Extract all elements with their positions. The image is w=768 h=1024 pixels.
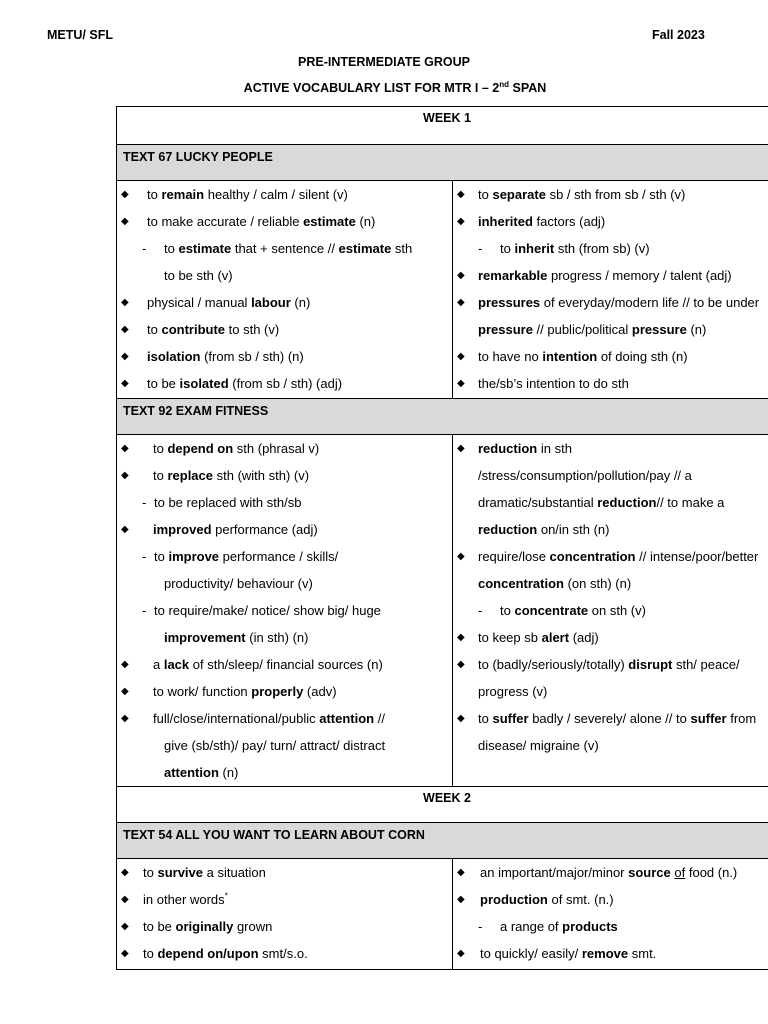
phrase-part: give (sb/sth)/ pay/ turn/ attract/ distract (164, 738, 386, 753)
phrase-part: sth (391, 241, 413, 256)
keyword: concentration (478, 576, 564, 591)
vocab-item (117, 759, 452, 786)
vocab-text (478, 435, 572, 462)
vocab-item (453, 435, 768, 462)
phrase-part: performance (adj) (211, 522, 318, 537)
vocab-text (164, 570, 313, 597)
vocab-text (478, 651, 740, 678)
phrase-part: a (153, 657, 164, 672)
text-title-row: TEXT 92 EXAM FITNESS (117, 399, 768, 435)
bullet-diamond-icon: ◆ (121, 713, 129, 724)
bullet-diamond-icon: ◆ (457, 867, 465, 878)
phrase-part: // (374, 711, 385, 726)
document-title (0, 81, 768, 95)
keyword: depend on (167, 441, 234, 456)
vocab-text (478, 262, 732, 289)
vocab-text (500, 235, 650, 262)
phrase-part: to keep sb (478, 630, 542, 645)
vocab-item (117, 543, 452, 570)
bullet-diamond-icon: ◆ (121, 470, 129, 481)
keyword: pressure (631, 322, 687, 337)
keyword: survive (157, 865, 204, 880)
bullet-diamond-icon: ◆ (457, 189, 465, 200)
bullet-diamond-icon: ◆ (457, 270, 465, 281)
keyword: inherit (514, 241, 555, 256)
vocab-text (478, 570, 631, 597)
phrase-part: to (164, 241, 179, 256)
vocab-item (453, 624, 768, 651)
phrase-part: in sth (537, 441, 572, 456)
phrase-part: require/lose (478, 549, 550, 564)
vocab-item (117, 181, 452, 208)
vocab-item (453, 516, 768, 543)
vocab-item (453, 543, 768, 570)
vocab-item (117, 370, 452, 397)
phrase-part: sth (from sb) (v) (554, 241, 650, 256)
week-row: WEEK 1 (117, 107, 768, 145)
vocab-text (478, 516, 610, 543)
bullet-diamond-icon: ◆ (121, 351, 129, 362)
keyword: improve (168, 549, 220, 564)
bullet-diamond-icon: ◆ (121, 324, 129, 335)
vocab-text (153, 435, 319, 462)
phrase-part: sth/ peace/ (672, 657, 740, 672)
phrase-part: to (153, 441, 168, 456)
phrase-part: from (726, 711, 757, 726)
phrase-part: to make accurate / reliable (147, 214, 304, 229)
vocab-item (453, 489, 768, 516)
phrase-part: of smt. (n.) (547, 892, 614, 907)
vocab-text (147, 181, 348, 208)
phrase-part: to (478, 187, 493, 202)
phrase-part: to (badly/seriously/totally) (478, 657, 629, 672)
vocab-text (478, 462, 692, 489)
bullet-diamond-icon: ◆ (121, 686, 129, 697)
keyword: isolation (147, 349, 201, 364)
vocab-item (117, 435, 452, 462)
phrase-part: // public/political (532, 322, 632, 337)
phrase-part: // to make a (656, 495, 725, 510)
vocab-item (117, 462, 452, 489)
bullet-diamond-icon: ◆ (121, 894, 129, 905)
keyword: remarkable (478, 268, 548, 283)
vocab-item (117, 705, 452, 732)
vocab-text (480, 940, 656, 967)
vocab-text (164, 759, 238, 786)
vocab-item (453, 859, 768, 886)
vocab-item (453, 289, 768, 316)
vocab-item (453, 343, 768, 370)
bullet-diamond-icon: ◆ (121, 443, 129, 454)
bullet-diamond-icon: ◆ (457, 351, 465, 362)
vocab-item (117, 597, 452, 624)
phrase-part: badly / severely/ alone // to (528, 711, 691, 726)
vocab-item (117, 886, 452, 913)
keyword: properly (251, 684, 304, 699)
phrase-part: to (153, 468, 168, 483)
bullet-diamond-icon: ◆ (121, 524, 129, 535)
bullet-diamond-icon: ◆ (121, 948, 129, 959)
phrase-part: to (143, 946, 158, 961)
vocab-item (453, 208, 768, 235)
keyword: isolated (179, 376, 229, 391)
phrase-part: food (n.) (685, 865, 738, 880)
vocab-column-left (117, 859, 453, 969)
vocab-text (478, 543, 758, 570)
vocab-item (117, 940, 452, 967)
bullet-diamond-icon: ◆ (121, 659, 129, 670)
institution-label: METU/ SFL (47, 28, 113, 42)
keyword: lack (163, 657, 190, 672)
phrase-part: (n) (218, 765, 239, 780)
vocab-item (453, 732, 768, 759)
phrase-part: disease/ migraine (v) (478, 738, 599, 753)
vocab-text (478, 732, 599, 759)
vocab-text (153, 651, 383, 678)
phrase-part: healthy / calm / silent (v) (204, 187, 348, 202)
phrase-part: to be replaced with sth/sb (154, 495, 302, 510)
term-label: Fall 2023 (652, 28, 705, 42)
vocab-item (117, 316, 452, 343)
vocab-item (453, 913, 768, 940)
vocab-item (453, 886, 768, 913)
phrase-part: performance / skills/ (219, 549, 339, 564)
phrase-part: smt/s.o. (258, 946, 308, 961)
phrase-part: physical / manual (147, 295, 252, 310)
keyword: products (562, 919, 618, 934)
keyword: originally (175, 919, 234, 934)
bullet-diamond-icon: ◆ (121, 921, 129, 932)
bullet-diamond-icon: ◆ (457, 948, 465, 959)
phrase-part: (in sth) (n) (245, 630, 309, 645)
phrase-part: to be (143, 919, 176, 934)
vocab-text (164, 624, 308, 651)
vocab-text (147, 370, 342, 397)
vocab-column-right (453, 435, 768, 786)
vocab-item (453, 370, 768, 397)
vocab-text (153, 516, 318, 543)
keyword: labour (251, 295, 291, 310)
vocab-text (500, 913, 618, 940)
vocab-text (143, 886, 228, 913)
title-main: ACTIVE VOCABULARY LIST FOR MTR I – 2 (243, 81, 500, 95)
keyword: suffer (690, 711, 727, 726)
phrase-part: in other words (143, 892, 225, 907)
phrase-part: to have no (478, 349, 543, 364)
phrase-part: an important/major/minor (480, 865, 629, 880)
bullet-diamond-icon: ◆ (121, 216, 129, 227)
keyword: attention (164, 765, 219, 780)
vocab-item (453, 940, 768, 967)
vocab-item (117, 651, 452, 678)
keyword: inherited (478, 214, 533, 229)
bullet-diamond-icon: ◆ (457, 297, 465, 308)
title-end: SPAN (509, 81, 547, 95)
bullet-diamond-icon: ◆ (121, 867, 129, 878)
phrase-part: (n) (355, 214, 376, 229)
phrase-part: to be sth (v) (164, 268, 233, 283)
phrase-part: /stress/consumption/pollution/pay // a (478, 468, 692, 483)
vocab-text (480, 886, 614, 913)
phrase-part: to be (147, 376, 180, 391)
vocab-text (500, 597, 646, 624)
phrase-part: (n) (290, 295, 311, 310)
vocab-item (117, 235, 452, 262)
phrase-part: (n) (686, 322, 707, 337)
dash-marker: - (478, 603, 483, 618)
keyword: reduction (478, 522, 538, 537)
dash-marker: - (142, 241, 147, 256)
keyword: depend on/upon (157, 946, 259, 961)
dash-marker: - (142, 549, 147, 564)
keyword: remove (581, 946, 629, 961)
vocab-item (117, 859, 452, 886)
phrase-part: to (500, 603, 515, 618)
bullet-diamond-icon: ◆ (457, 659, 465, 670)
phrase-part: * (224, 891, 228, 901)
bullet-diamond-icon: ◆ (457, 551, 465, 562)
dash-marker: - (478, 919, 483, 934)
phrase-part: the/sb’s intention to do sth (478, 376, 629, 391)
bullet-diamond-icon: ◆ (121, 297, 129, 308)
phrase-part: to (478, 711, 493, 726)
title-superscript: nd (499, 79, 510, 89)
phrase-part: (on sth) (n) (563, 576, 632, 591)
vocab-text (478, 181, 685, 208)
vocab-item (453, 181, 768, 208)
keyword: estimate (178, 241, 232, 256)
keyword: production (480, 892, 548, 907)
keyword: reduction (597, 495, 657, 510)
phrase-part: on sth (v) (588, 603, 646, 618)
phrase-part: of everyday/modern life // to be under (540, 295, 760, 310)
vocab-row (117, 181, 768, 399)
phrase-part: sb / sth from sb / sth (v) (545, 187, 686, 202)
vocab-text (164, 235, 412, 262)
vocab-item (117, 732, 452, 759)
vocab-text (480, 859, 737, 886)
vocab-column-right (453, 859, 768, 969)
text-title-row: TEXT 67 LUCKY PEOPLE (117, 145, 768, 181)
group-heading: PRE-INTERMEDIATE GROUP (298, 55, 470, 69)
phrase-part: grown (233, 919, 273, 934)
phrase-part: factors (adj) (532, 214, 606, 229)
phrase-part: to (147, 322, 162, 337)
keyword: reduction (478, 441, 538, 456)
phrase-part: productivity/ behaviour (v) (164, 576, 313, 591)
bullet-diamond-icon: ◆ (457, 894, 465, 905)
week-row: WEEK 2 (117, 787, 768, 823)
keyword: concentrate (514, 603, 589, 618)
phrase-part: to quickly/ easily/ (480, 946, 582, 961)
vocab-item (117, 913, 452, 940)
vocab-text (147, 289, 310, 316)
phrase-part: to (154, 549, 169, 564)
vocab-item (117, 489, 452, 516)
keyword: pressure (478, 322, 533, 337)
vocabulary-table (116, 106, 768, 970)
keyword: intention (542, 349, 598, 364)
vocab-item (453, 235, 768, 262)
vocab-text (164, 732, 385, 759)
keyword: suffer (492, 711, 529, 726)
vocab-text (153, 678, 337, 705)
vocab-text (478, 208, 605, 235)
keyword: remain (161, 187, 205, 202)
phrase-part: sth (phrasal v) (233, 441, 320, 456)
text-title-row: TEXT 54 ALL YOU WANT TO LEARN ABOUT CORN (117, 823, 768, 859)
vocab-text (147, 343, 304, 370)
bullet-diamond-icon: ◆ (457, 713, 465, 724)
phrase-part: dramatic/substantial (478, 495, 598, 510)
vocab-text (478, 489, 724, 516)
keyword: source (628, 865, 671, 880)
phrase-part: sth (with sth) (v) (213, 468, 310, 483)
vocab-item (117, 262, 452, 289)
keyword: attention (319, 711, 375, 726)
phrase-part: of (674, 865, 686, 880)
keyword: replace (167, 468, 214, 483)
bullet-diamond-icon: ◆ (121, 189, 129, 200)
vocab-text (153, 462, 309, 489)
phrase-part: (adv) (303, 684, 337, 699)
phrase-part: to (147, 187, 162, 202)
phrase-part: that + sentence // (231, 241, 339, 256)
vocab-text (143, 859, 266, 886)
dash-marker: - (478, 241, 483, 256)
phrase-part: (from sb / sth) (adj) (228, 376, 343, 391)
phrase-part: of doing sth (n) (597, 349, 688, 364)
vocab-item (453, 651, 768, 678)
vocab-column-left (117, 181, 453, 398)
vocab-item (117, 678, 452, 705)
vocab-text (478, 316, 706, 343)
dash-marker: - (142, 495, 147, 510)
keyword: alert (541, 630, 570, 645)
vocab-text (153, 705, 385, 732)
phrase-part: of sth/sleep/ financial sources (n) (189, 657, 383, 672)
vocab-text (154, 489, 301, 516)
vocab-item (453, 705, 768, 732)
phrase-part: progress / memory / talent (adj) (547, 268, 732, 283)
vocab-item (453, 678, 768, 705)
vocab-column-left (117, 435, 453, 786)
vocab-text (478, 624, 599, 651)
phrase-part: // intense/poor/better (635, 549, 759, 564)
vocab-row (117, 435, 768, 787)
vocab-text (478, 678, 547, 705)
phrase-part: a range of (500, 919, 563, 934)
phrase-part: smt. (628, 946, 657, 961)
keyword: contribute (161, 322, 226, 337)
vocab-text (147, 208, 375, 235)
keyword: estimate (338, 241, 392, 256)
vocab-row (117, 859, 768, 970)
vocab-text (143, 913, 272, 940)
dash-marker: - (142, 603, 147, 618)
keyword: improved (153, 522, 212, 537)
phrase-part: (from sb / sth) (n) (200, 349, 304, 364)
phrase-part: to (500, 241, 515, 256)
vocab-item (453, 462, 768, 489)
phrase-part: to sth (v) (225, 322, 280, 337)
phrase-part: to work/ function (153, 684, 252, 699)
vocab-text (154, 543, 338, 570)
vocab-text (478, 370, 629, 397)
vocab-text (478, 705, 756, 732)
phrase-part: (adj) (569, 630, 599, 645)
vocab-item (453, 262, 768, 289)
vocab-item (117, 570, 452, 597)
vocab-text (143, 940, 308, 967)
keyword: disrupt (628, 657, 673, 672)
keyword: pressures (478, 295, 541, 310)
phrase-part: a situation (203, 865, 266, 880)
vocab-item (117, 289, 452, 316)
phrase-part: full/close/international/public (153, 711, 320, 726)
vocab-text (154, 597, 381, 624)
vocab-text (164, 262, 233, 289)
vocab-text (478, 343, 688, 370)
vocab-item (453, 570, 768, 597)
vocab-item (453, 597, 768, 624)
bullet-diamond-icon: ◆ (121, 378, 129, 389)
bullet-diamond-icon: ◆ (457, 443, 465, 454)
vocab-text (147, 316, 279, 343)
vocab-column-right (453, 181, 768, 398)
keyword: concentration (549, 549, 636, 564)
bullet-diamond-icon: ◆ (457, 378, 465, 389)
phrase-part: on/in sth (n) (537, 522, 610, 537)
phrase-part: progress (v) (478, 684, 548, 699)
vocab-text (478, 289, 759, 316)
vocab-item (117, 516, 452, 543)
keyword: separate (492, 187, 546, 202)
vocab-item (117, 343, 452, 370)
bullet-diamond-icon: ◆ (457, 216, 465, 227)
vocab-item (453, 316, 768, 343)
keyword: improvement (164, 630, 246, 645)
bullet-diamond-icon: ◆ (457, 632, 465, 643)
phrase-part: to require/make/ notice/ show big/ huge (154, 603, 381, 618)
phrase-part: to (143, 865, 158, 880)
keyword: estimate (303, 214, 356, 229)
vocab-item (117, 208, 452, 235)
vocab-item (117, 624, 452, 651)
